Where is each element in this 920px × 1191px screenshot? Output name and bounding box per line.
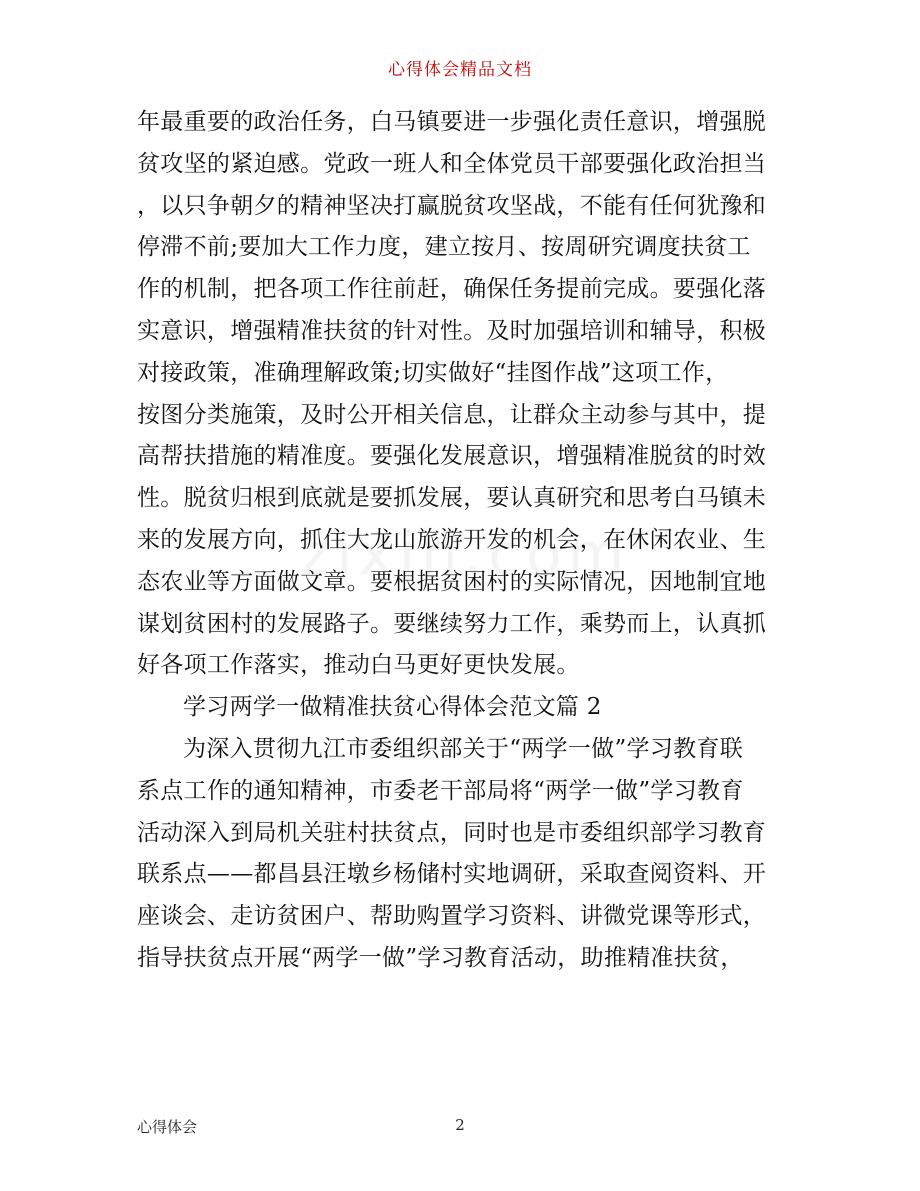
page-header-title: 心得体会精品文档 (388, 60, 532, 80)
body-line: 贫攻坚的紧迫感。党政一班人和全体党员干部要强化政治担当 (137, 150, 767, 177)
body-line: 实意识，增强精准扶贫的针对性。及时加强培训和辅导，积极 (137, 317, 767, 344)
body-line: 高帮扶措施的精准度。要强化发展意识，增强精准脱贫的时效 (137, 443, 767, 470)
body-line: 停滞不前;要加大工作力度，建立按月、按周研究调度扶贫工 (137, 234, 751, 261)
body-line: 活动深入到局机关驻村扶贫点，同时也是市委组织部学习教育 (137, 819, 767, 846)
body-line: 年最重要的政治任务，白马镇要进一步强化责任意识，增强脱 (137, 109, 767, 135)
body-line: 作的机制，把各项工作往前赶，确保任务提前完成。要强化落 (137, 276, 767, 303)
body-line: 好各项工作落实，推动白马更好更快发展。 (137, 652, 580, 679)
body-line: 谋划贫困村的发展路子。要继续努力工作，乘势而上，认真抓 (137, 610, 767, 637)
body-line: 联系点——都昌县汪墩乡杨储村实地调研，采取查阅资料、开 (137, 861, 767, 888)
section-heading: 学习两学一做精准扶贫心得体会范文篇 2 (183, 694, 602, 721)
body-line: ，以只争朝夕的精神坚决打赢脱贫攻坚战，不能有任何犹豫和 (137, 192, 767, 219)
body-line: 指导扶贫点开展“两学一做”学习教育活动，助推精准扶贫， (137, 944, 744, 971)
body-line: 来的发展方向，抓住大龙山旅游开发的机会，在休闲农业、生 (137, 526, 767, 553)
body-line: 性。脱贫归根到底就是要抓发展，要认真研究和思考白马镇未 (137, 485, 767, 512)
body-line: 为深入贯彻九江市委组织部关于“两学一做”学习教育联 (183, 735, 744, 762)
body-text (137, 102, 787, 980)
body-line: 对接政策，准确理解政策;切实做好“挂图作战”这项工作， (137, 359, 729, 386)
body-line: 系点工作的通知精神，市委老干部局将“两学一做”学习教育 (137, 777, 744, 804)
body-line: 座谈会、走访贫困户、帮助购置学习资料、讲微党课等形式， (137, 903, 767, 930)
footer-label: 心得体会 (137, 1118, 198, 1136)
body-line: 态农业等方面做文章。要根据贫困村的实际情况，因地制宜地 (137, 568, 767, 595)
body-line: 按图分类施策，及时公开相关信息，让群众主动参与其中，提 (137, 401, 767, 428)
page-number: 2 (455, 1116, 465, 1134)
